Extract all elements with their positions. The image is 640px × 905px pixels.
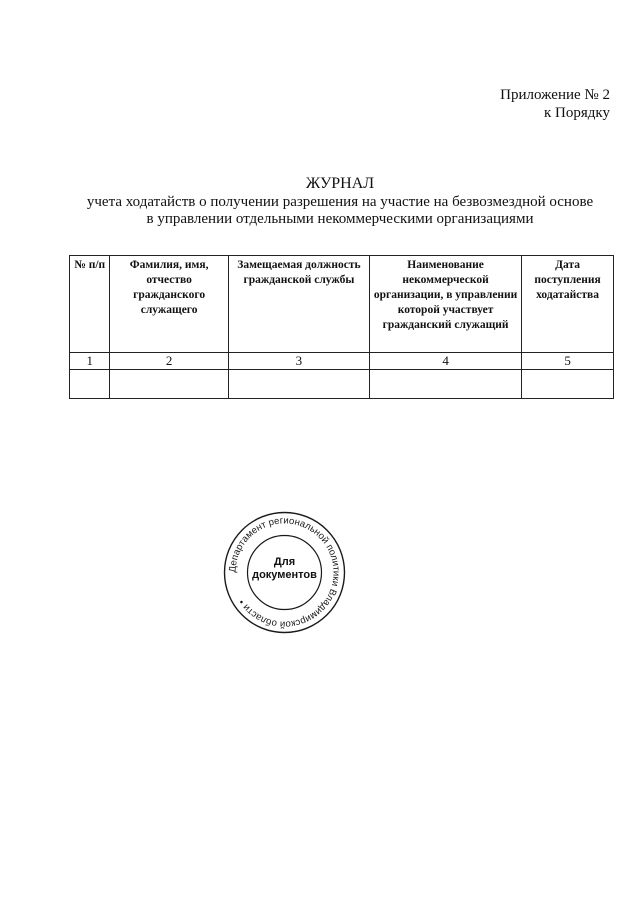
stamp-center-text bbox=[223, 556, 346, 582]
empty-cell bbox=[370, 370, 522, 399]
empty-cell bbox=[110, 370, 228, 399]
header-cell-date: Дата поступления ходатайства bbox=[522, 256, 614, 353]
stamp-ring-text: Департамент региональной политики Владимирской области • bbox=[227, 515, 342, 630]
table-numbering-row bbox=[70, 353, 614, 370]
column-number-2: 2 bbox=[110, 353, 228, 370]
column-number-1: 1 bbox=[70, 353, 110, 370]
appendix-reference bbox=[500, 86, 610, 122]
table-row bbox=[70, 370, 614, 399]
header-cell-organization: Наименование некоммерческой организации, в управлении которой участвует гражданский служащий bbox=[370, 256, 522, 353]
column-number-4: 4 bbox=[370, 353, 522, 370]
journal-heading: ЖУРНАЛ bbox=[305, 175, 375, 192]
stamp-center-line-1: Для bbox=[273, 556, 296, 568]
header-cell-number: № п/п bbox=[70, 256, 110, 353]
journal-table bbox=[69, 255, 614, 399]
empty-cell bbox=[228, 370, 369, 399]
empty-cell bbox=[522, 370, 614, 399]
header-cell-position: Замещаемая должность гражданской службы bbox=[228, 256, 369, 353]
table-header-row bbox=[70, 256, 614, 353]
appendix-to-procedure: к Порядку bbox=[544, 105, 610, 121]
header-cell-full-name: Фамилия, имя, отчество гражданского служащего bbox=[110, 256, 228, 353]
appendix-number: Приложение № 2 bbox=[500, 87, 610, 103]
column-number-5: 5 bbox=[522, 353, 614, 370]
stamp-center-line-2: документов bbox=[252, 569, 317, 581]
empty-cell bbox=[70, 370, 110, 399]
official-stamp bbox=[223, 511, 346, 634]
document-title bbox=[60, 175, 620, 228]
journal-subtitle-line-2: в управлении отдельными некоммерческими организациями bbox=[146, 211, 534, 227]
journal-subtitle-line-1: учета ходатайств о получении разрешения на участие на безвозмездной основе bbox=[86, 194, 594, 210]
column-number-3: 3 bbox=[228, 353, 369, 370]
